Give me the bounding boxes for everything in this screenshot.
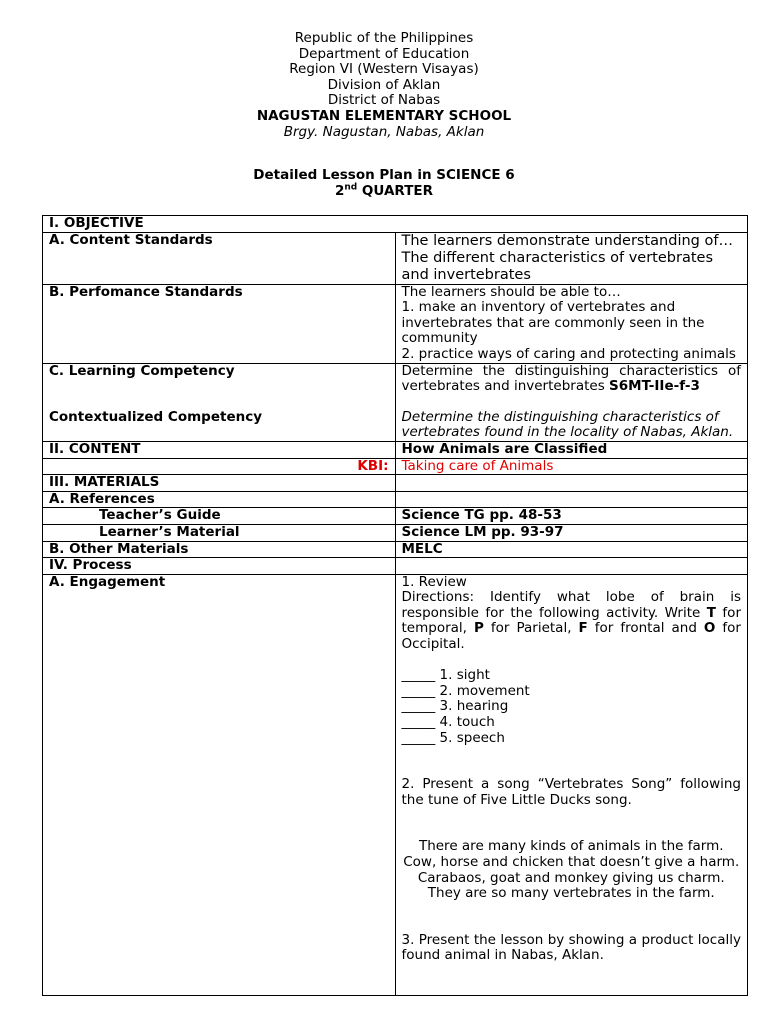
list-item: _____ 1. sight (401, 667, 490, 684)
performance-standards-cell (395, 284, 748, 363)
document-header (0, 31, 768, 140)
table-row (43, 232, 748, 284)
quarter-word: QUARTER (357, 183, 434, 199)
content-value: How Animals are Classified (395, 441, 748, 458)
header-department: Department of Education (298, 45, 470, 62)
content-label: II. CONTENT (43, 441, 396, 458)
quarter-title (0, 183, 768, 199)
song-line: Cow, horse and chicken that doesn’t give a harm. (403, 854, 740, 870)
quarter-suffix: nd (344, 182, 358, 193)
contextualized-competency-label: Contextualized Competency (49, 409, 263, 426)
performance-item-2: 2. practice ways of caring and protecting animals (401, 345, 736, 362)
learners-material-value: Science LM pp. 93-97 (395, 524, 748, 541)
learning-competency-text (402, 364, 742, 395)
table-row (43, 363, 748, 441)
content-standards-intro: The learners demonstrate understanding of… (401, 232, 733, 249)
letter-o: O (703, 620, 716, 637)
competency-text: Determine the distinguishing characteristics of vertebrates and invertebrates (401, 362, 741, 395)
process-value (395, 558, 748, 575)
table-row (43, 491, 748, 508)
review-directions (402, 590, 742, 652)
header-division: Division of Aklan (327, 76, 441, 93)
directions-part-2: for temporal, (401, 604, 741, 637)
lesson-plan-table (42, 215, 748, 996)
learning-competency-label: C. Learning Competency (49, 362, 235, 379)
performance-item-1: 1. make an inventory of vertebrates and invertebrates that are commonly seen in the community (401, 299, 705, 347)
contextualized-competency-text: Determine the distinguishing characteristics of vertebrates found in the locality of Nabas, Aklan. (401, 408, 734, 441)
table-row (43, 216, 748, 233)
kbi-value: Taking care of Animals (395, 458, 748, 475)
song-line: There are many kinds of animals in the farm. (418, 838, 724, 855)
kbi-label: KBI: (43, 458, 396, 475)
content-standards-text: The different characteristics of vertebrates and invertebrates (401, 249, 714, 283)
letter-p: P (473, 620, 484, 637)
school-address: Brgy. Nagustan, Nabas, Aklan (283, 123, 485, 140)
references-label: A. References (43, 491, 396, 508)
process-label: IV. Process (43, 558, 396, 575)
content-standards-cell (395, 232, 748, 284)
header-republic: Republic of the Philippines (294, 30, 474, 46)
table-row (43, 541, 748, 558)
teachers-guide-label: Teacher’s Guide (43, 508, 396, 525)
materials-value (395, 475, 748, 492)
teachers-guide-value: Science TG pp. 48-53 (395, 508, 748, 525)
table-row (43, 475, 748, 492)
list-item: _____ 3. hearing (401, 698, 509, 715)
lesson-plan-title: Detailed Lesson Plan in SCIENCE 6 (253, 167, 515, 183)
school-name: NAGUSTAN ELEMENTARY SCHOOL (256, 107, 512, 124)
references-value (395, 491, 748, 508)
list-item: _____ 4. touch (401, 714, 495, 731)
learning-competency-cell (395, 363, 748, 441)
directions-part-4: for frontal and (587, 620, 704, 637)
content-standards-label: A. Content Standards (43, 232, 396, 284)
letter-f: F (578, 620, 588, 637)
document-title (0, 167, 768, 199)
other-materials-value: MELC (395, 541, 748, 558)
table-row (43, 574, 748, 995)
performance-intro: The learners should be able to… (401, 283, 621, 300)
learners-material-label: Learner’s Material (43, 524, 396, 541)
list-item: _____ 5. speech (401, 729, 505, 746)
table-row (43, 558, 748, 575)
header-district: District of Nabas (327, 92, 441, 109)
list-item: _____ 2. movement (401, 682, 530, 699)
other-materials-label: B. Other Materials (43, 541, 396, 558)
table-row (43, 508, 748, 525)
materials-label: III. MATERIALS (43, 475, 396, 492)
song-intro: 2. Present a song “Vertebrates Song” following the tune of Five Little Ducks song. (401, 776, 741, 808)
quarter-number: 2 (334, 183, 345, 199)
objective-heading: I. OBJECTIVE (43, 216, 748, 233)
song-line: They are so many vertebrates in the farm. (427, 885, 715, 902)
directions-part-5: for Occipital. (401, 620, 741, 653)
engagement-label: A. Engagement (43, 574, 396, 995)
song-line: Carabaos, goat and monkey giving us charm. (417, 869, 725, 886)
performance-standards-label: B. Perfomance Standards (43, 284, 396, 363)
competency-code: S6MT-IIe-f-3 (609, 378, 700, 395)
lesson-presentation: 3. Present the lesson by showing a product locally found animal in Nabas, Aklan. (401, 931, 741, 964)
table-row (43, 524, 748, 541)
review-heading: 1. Review (401, 573, 467, 590)
learning-competency-label-cell (43, 363, 396, 441)
directions-part-3: for Parietal, (483, 620, 579, 637)
header-region: Region VI (Western Visayas) (289, 61, 479, 78)
table-row (43, 284, 748, 363)
table-row (43, 458, 748, 475)
engagement-cell (395, 574, 748, 995)
table-row (43, 441, 748, 458)
directions-part-1: Directions: Identify what lobe of brain is responsible for the following activity. Write (401, 589, 741, 621)
letter-t: T (706, 604, 716, 621)
